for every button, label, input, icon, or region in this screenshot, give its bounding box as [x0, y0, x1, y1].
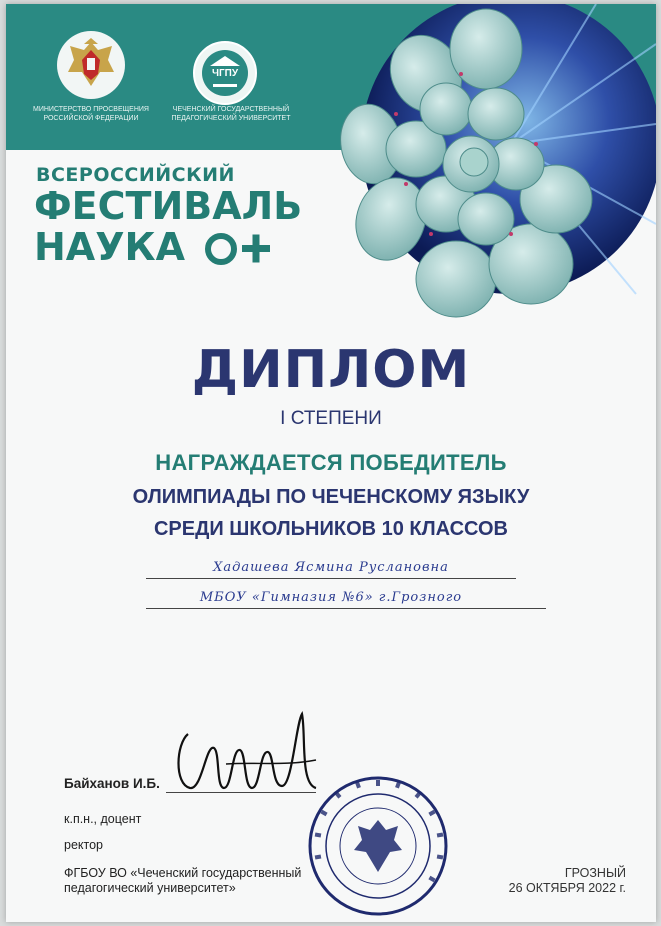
award-line1: НАГРАЖДАЕТСЯ ПОБЕДИТЕЛЬ — [155, 450, 507, 475]
signatory-org-line1: ФГБОУ ВО «Чеченский государственный — [64, 866, 302, 880]
diploma-degree: I СТЕПЕНИ — [280, 408, 382, 429]
ministry-name-line1: МИНИСТЕРСТВО ПРОСВЕЩЕНИЯ — [33, 106, 149, 113]
succulent-image — [336, 4, 656, 349]
festival-line1: ВСЕРОССИЙСКИЙ — [36, 164, 235, 186]
recipient-name: Хадашева Ясмина Руслановна — [213, 560, 449, 575]
recipient-school: МБОУ «Гимназия №6» г.Грозного — [199, 590, 463, 605]
university-name-line1: ЧЕЧЕНСКИЙ ГОСУДАРСТВЕННЫЙ — [172, 106, 290, 113]
signatory-name: Байханов И.Б. — [64, 776, 160, 791]
university-logo-label: ЧГПУ — [211, 68, 239, 79]
recipient-name-line — [146, 578, 516, 579]
city: ГРОЗНЫЙ — [564, 866, 626, 880]
date: 26 ОКТЯБРЯ 2022 г. — [508, 881, 626, 895]
recipient-school-line — [146, 608, 546, 609]
diploma-page — [6, 4, 656, 922]
ministry-emblem-icon — [54, 28, 128, 102]
ministry-name-line2: РОССИЙСКОЙ ФЕДЕРАЦИИ — [43, 114, 139, 122]
science-plus-logo-icon — [204, 231, 276, 267]
award-line3: СРЕДИ ШКОЛЬНИКОВ 10 КЛАССОВ — [153, 518, 509, 540]
signatory-degree: к.п.н., доцент — [64, 812, 142, 826]
festival-line3: НАУКА — [34, 225, 185, 269]
diploma-title: ДИПЛОМ — [191, 340, 471, 400]
official-seal-icon — [306, 774, 450, 918]
festival-line2: ФЕСТИВАЛЬ — [34, 184, 303, 228]
signatory-org-line2: педагогический университет» — [64, 881, 236, 895]
signatory-position: ректор — [64, 838, 104, 852]
award-line2: ОЛИМПИАДЫ ПО ЧЕЧЕНСКОМУ ЯЗЫКУ — [132, 486, 530, 508]
university-name — [166, 106, 296, 123]
ministry-name — [26, 106, 156, 123]
university-name-line2: ПЕДАГОГИЧЕСКИЙ УНИВЕРСИТЕТ — [171, 114, 291, 122]
